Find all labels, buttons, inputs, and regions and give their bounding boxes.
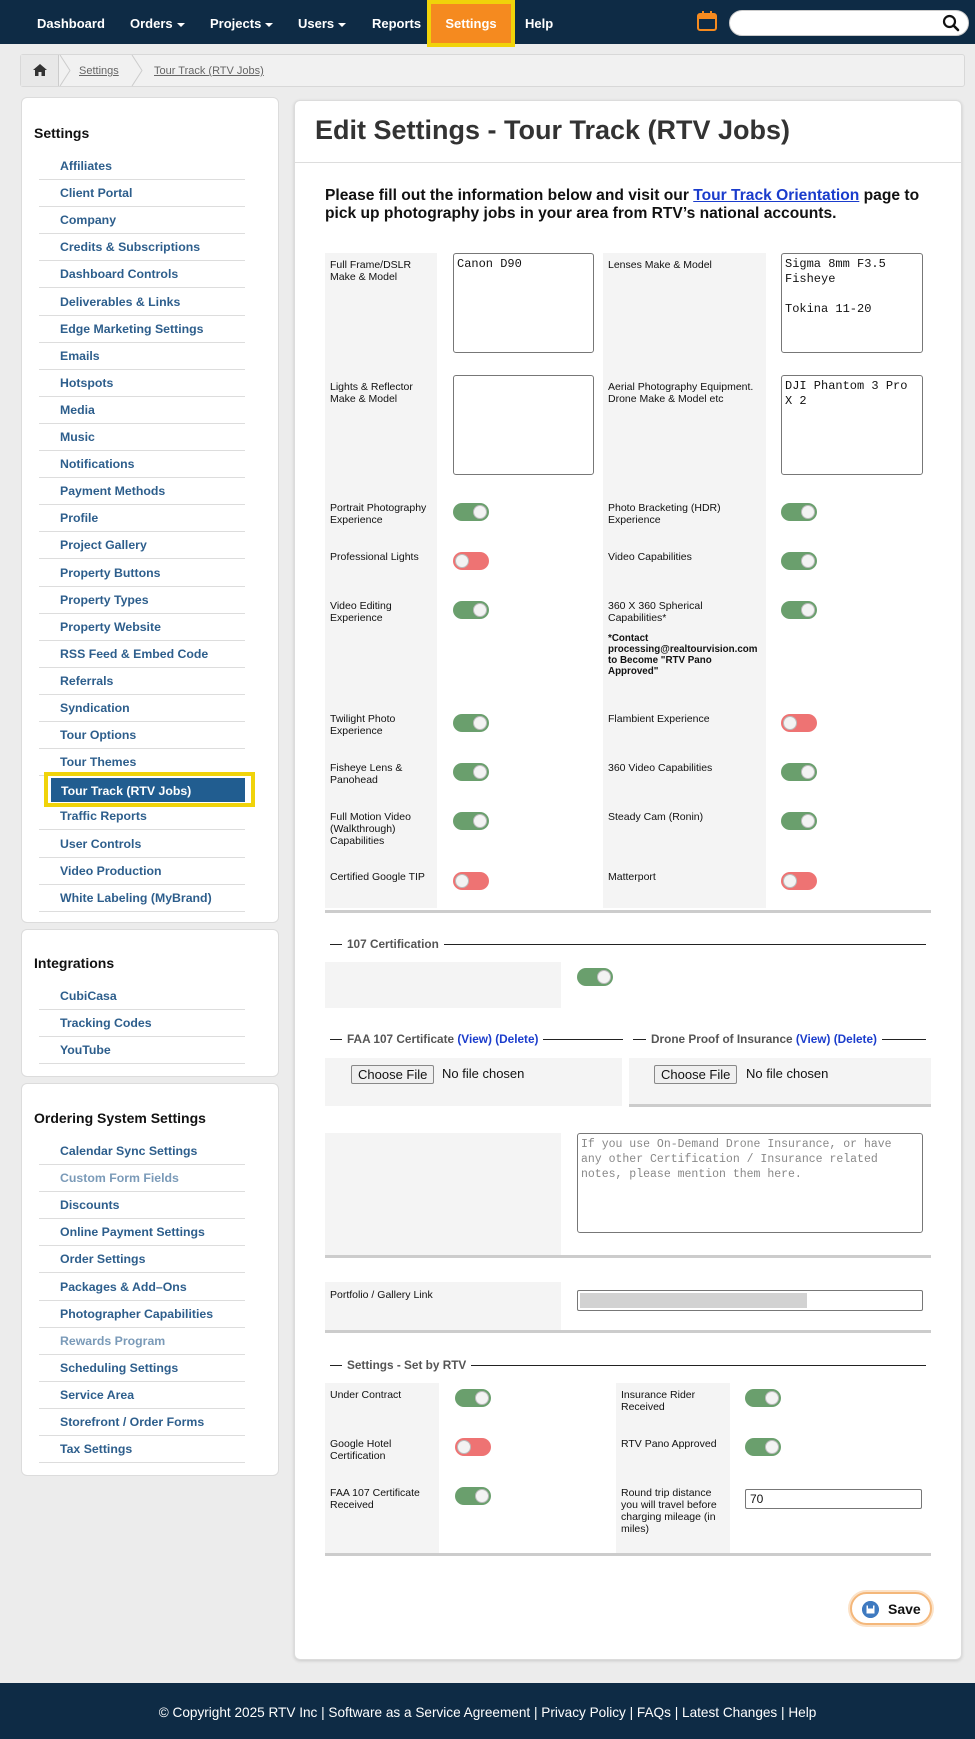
capability-toggle-video-editing-experience[interactable] [453,601,489,619]
sidebar-item-music[interactable]: Music [39,424,245,451]
sidebar-item-tour-track-rtv-jobs[interactable]: Tour Track (RTV Jobs) [51,778,245,802]
under-contract-toggle[interactable] [455,1389,491,1407]
sidebar-item-service-area[interactable]: Service Area [39,1382,245,1409]
faa-delete-link[interactable]: (Delete) [495,1032,539,1046]
capability-label-portrait-photography-experience: Portrait Photography Experience [330,502,427,526]
camera-label: Full Frame/DSLR Make & Model [330,259,412,283]
toggle-knob [801,603,815,617]
faa-view-link[interactable]: (View) [457,1032,492,1046]
sidebar-item-traffic-reports[interactable]: Traffic Reports [39,803,245,830]
sidebar-integrations-title: Integrations [34,955,115,971]
intro-text [325,187,935,223]
sidebar-item-deliverables-links[interactable]: Deliverables & Links [39,289,245,316]
footer [0,1683,975,1739]
capability-label-flambient-experience: Flambient Experience [608,713,710,725]
section-divider [325,1330,931,1333]
nav-orders-label: Orders [130,16,173,31]
faa-received-label: FAA 107 Certificate Received [330,1487,420,1511]
capability-label-matterport: Matterport [608,871,656,883]
intro-text-end: page to pick up photography jobs in your area from RTV’s national accounts. [325,187,920,222]
floppy-disk-icon [862,1601,879,1618]
footer-text[interactable]: © Copyright 2025 RTV Inc | Software as a Service Agreement | Privacy Policy | FAQs | Latest Changes | Help [158,1705,817,1720]
section-divider [325,910,931,913]
label-column-left [325,253,437,908]
sidebar-item-cubicasa[interactable]: CubiCasa [39,983,245,1010]
sidebar-item-online-payment-settings[interactable]: Online Payment Settings [39,1219,245,1246]
nav-projects-label: Projects [210,16,262,31]
search-icon[interactable] [942,14,960,32]
pano-approved-toggle[interactable] [745,1438,781,1456]
capability-toggle-fisheye-lens-panohead[interactable] [453,763,489,781]
capability-toggle-matterport[interactable] [781,872,817,890]
capability-label-360-video-capabilities: 360 Video Capabilities [608,762,713,774]
drone-insurance-legend-text: Drone Proof of Insurance [651,1032,793,1046]
sidebar-item-property-website[interactable]: Property Website [39,614,245,641]
capability-toggle-video-capabilities[interactable] [781,552,817,570]
portfolio-label: Portfolio / Gallery Link [330,1289,433,1301]
round-trip-label: Round trip distance you will travel before charging mileage (in miles) [621,1487,717,1535]
drone-insurance-legend [646,1032,882,1046]
label-column-right [603,253,766,908]
top-navigation-bar [0,0,975,44]
faa-legend [342,1032,543,1046]
toggle-knob [801,505,815,519]
drone-insurance-file-status: No file chosen [746,1066,829,1081]
capability-toggle-360-video-capabilities[interactable] [781,763,817,781]
faa-choose-file-button[interactable]: Choose File [351,1065,434,1084]
sidebar-item-property-buttons[interactable]: Property Buttons [39,560,245,587]
sidebar-item-emails[interactable]: Emails [39,343,245,370]
sidebar-item-project-gallery[interactable]: Project Gallery [39,532,245,559]
capability-toggle-twilight-photo-experience[interactable] [453,714,489,732]
sidebar-item-edge-marketing-settings[interactable]: Edge Marketing Settings [39,316,245,343]
toggle-knob [473,814,487,828]
google-hotel-toggle[interactable] [455,1438,491,1456]
sidebar-settings-title: Settings [34,125,90,141]
sidebar-item-dashboard-controls[interactable]: Dashboard Controls [39,261,245,288]
cert107-toggle[interactable] [577,968,613,986]
calendar-icon[interactable] [696,10,718,32]
toggle-knob [783,874,797,888]
search-input[interactable] [742,15,932,31]
notes-label-cell [325,1133,561,1255]
save-button[interactable] [850,1592,932,1625]
toggle-knob [801,765,815,779]
nav-settings-label: Settings [445,16,497,31]
faa-file-status: No file chosen [442,1066,525,1081]
sidebar-item-user-controls[interactable]: User Controls [39,831,245,858]
home-icon [32,63,48,77]
aerial-textarea[interactable]: DJI Phantom 3 Pro X 2 [781,375,923,475]
nav-dashboard-label: Dashboard [37,16,105,31]
capability-toggle-professional-lights[interactable] [453,552,489,570]
chevron-down-icon [177,23,185,27]
toggle-knob [473,716,487,730]
capability-label-professional-lights: Professional Lights [330,551,419,563]
insurance-rider-toggle[interactable] [745,1389,781,1407]
faa-legend-text: FAA 107 Certificate [347,1032,455,1046]
capability-toggle-photo-bracketing-hdr-experience[interactable] [781,503,817,521]
sidebar-item-storefront-order-forms[interactable]: Storefront / Order Forms [39,1409,245,1436]
sidebar-item-video-production[interactable]: Video Production [39,858,245,885]
breadcrumb-home[interactable] [21,55,59,86]
rtv-label-column-left [325,1383,439,1553]
nav-users[interactable] [298,0,346,44]
capability-label-video-editing-experience: Video Editing Experience [330,600,392,624]
capability-label-steady-cam-ronin: Steady Cam (Ronin) [608,811,704,823]
chevron-down-icon [265,23,273,27]
section-divider [325,1553,931,1556]
nav-help[interactable] [525,0,553,44]
nav-help-label: Help [525,16,554,31]
toggle-knob [783,716,797,730]
sidebar-item-credits-subscriptions[interactable]: Credits & Subscriptions [39,234,245,261]
title-divider [295,162,961,163]
sidebar-item-client-portal[interactable]: Client Portal [39,180,245,207]
nav-users-label: Users [298,16,335,31]
sidebar-item-tax-settings[interactable]: Tax Settings [39,1436,245,1463]
drone-insurance-view-link[interactable]: (View) [795,1032,831,1046]
cert107-legend: 107 Certification [342,937,444,951]
drone-insurance-choose-file-button[interactable]: Choose File [654,1065,737,1084]
sidebar-item-affiliates[interactable]: Affiliates [39,153,245,180]
chevron-down-icon [338,23,346,27]
pano-approved-label: RTV Pano Approved [621,1438,717,1450]
lights-label: Lights & Reflector Make & Model [330,381,413,405]
toggle-knob [801,554,815,568]
spherical-note: *Contact processing@realtourvision.com to Become "RTV Pano Approved" [608,633,758,677]
sidebar-item-property-types[interactable]: Property Types [39,587,245,614]
active-item-highlight [44,772,255,807]
sidebar-item-tour-themes[interactable]: Tour Themes [39,749,245,776]
lenses-textarea[interactable]: Sigma 8mm F3.5 Fisheye Tokina 11-20 [781,253,923,353]
rtv-settings-legend: Settings - Set by RTV [342,1358,471,1372]
section-divider [325,1255,931,1258]
section-divider [629,1104,931,1107]
drone-insurance-delete-link[interactable]: (Delete) [833,1032,877,1046]
sidebar-item-custom-form-fields[interactable]: Custom Form Fields [39,1165,245,1192]
intro-text-start: Please fill out the information below and visit our [325,187,694,204]
capability-toggle-certified-google-tip[interactable] [453,872,489,890]
breadcrumb-separator-icon [131,55,143,86]
capability-toggle-full-motion-video-walkthrough-capabilities[interactable] [453,812,489,830]
toggle-knob [473,603,487,617]
round-trip-input[interactable]: 70 [745,1489,922,1509]
sidebar-item-tour-options[interactable]: Tour Options [39,722,245,749]
lights-textarea[interactable] [453,375,594,475]
sidebar-item-referrals[interactable]: Referrals [39,668,245,695]
capability-label-full-motion-video-walkthrough-capabilities: Full Motion Video (Walkthrough) Capabilities [330,811,411,847]
faa-received-toggle[interactable] [455,1487,491,1505]
sidebar-item-youtube[interactable]: YouTube [39,1037,245,1064]
sidebar-item-profile[interactable]: Profile [39,505,245,532]
sidebar-item-notifications[interactable]: Notifications [39,451,245,478]
cert107-label-cell [325,962,561,1008]
google-hotel-label: Google Hotel Certification [330,1438,392,1462]
sidebar-item-photographer-capabilities[interactable]: Photographer Capabilities [39,1301,245,1328]
nav-projects[interactable] [210,0,273,44]
capability-label-certified-google-tip: Certified Google TIP [330,871,425,883]
breadcrumb-separator-icon [59,55,71,86]
sidebar-item-rewards-program[interactable]: Rewards Program [39,1328,245,1355]
breadcrumb-settings[interactable]: Settings [79,65,119,77]
sidebar-item-scheduling-settings[interactable]: Scheduling Settings [39,1355,245,1382]
sidebar-item-media[interactable]: Media [39,397,245,424]
nav-settings[interactable] [427,0,515,47]
capability-toggle-portrait-photography-experience[interactable] [453,503,489,521]
sidebar-item-order-settings[interactable]: Order Settings [39,1246,245,1273]
capability-label-twilight-photo-experience: Twilight Photo Experience [330,713,396,737]
sidebar-item-tracking-codes[interactable]: Tracking Codes [39,1010,245,1037]
capability-label-video-capabilities: Video Capabilities [608,551,692,563]
sidebar-item-calendar-sync-settings[interactable]: Calendar Sync Settings [39,1138,245,1165]
sidebar-item-rss-feed-embed-code[interactable]: RSS Feed & Embed Code [39,641,245,668]
search-box [729,10,969,36]
sidebar-ordering-title: Ordering System Settings [34,1110,206,1126]
sidebar-item-discounts[interactable]: Discounts [39,1192,245,1219]
sidebar-item-hotspots[interactable]: Hotspots [39,370,245,397]
toggle-knob [455,554,469,568]
lenses-label: Lenses Make & Model [608,259,712,271]
aerial-label: Aerial Photography Equipment. Drone Make & Model etc [608,381,754,405]
sidebar-item-white-labeling-mybrand[interactable]: White Labeling (MyBrand) [39,885,245,912]
capability-label-fisheye-lens-panohead: Fisheye Lens & Panohead [330,762,403,786]
breadcrumb [20,54,965,87]
toggle-knob [801,814,815,828]
breadcrumb-current[interactable]: Tour Track (RTV Jobs) [154,65,264,77]
save-button-label: Save [888,1601,921,1617]
redacted-link-block [580,1293,807,1308]
capability-label-360-x-360-spherical-capabilities: 360 X 360 Spherical Capabilities* [608,600,703,624]
nav-reports-label: Reports [372,16,422,31]
insurance-notes-textarea[interactable]: If you use On-Demand Drone Insurance, or have any other Certification / Insurance related notes, please mention them here. [577,1133,923,1233]
toggle-knob [473,505,487,519]
capability-label-photo-bracketing-hdr-experience: Photo Bracketing (HDR) Experience [608,502,721,526]
nav-reports[interactable] [372,0,421,44]
nav-orders[interactable] [130,0,185,44]
page-title: Edit Settings - Tour Track (RTV Jobs) [315,115,791,145]
sidebar-item-packages-add-ons[interactable]: Packages & Add–Ons [39,1274,245,1301]
under-contract-label: Under Contract [330,1389,402,1401]
sidebar-item-payment-methods[interactable]: Payment Methods [39,478,245,505]
capability-toggle-flambient-experience[interactable] [781,714,817,732]
nav-dashboard[interactable] [37,0,105,44]
sidebar-item-company[interactable]: Company [39,207,245,234]
sidebar-item-syndication[interactable]: Syndication [39,695,245,722]
tour-track-orientation-link[interactable]: Tour Track Orientation [693,187,860,204]
capability-toggle-steady-cam-ronin[interactable] [781,812,817,830]
insurance-rider-label: Insurance Rider Received [621,1389,696,1413]
toggle-knob [473,765,487,779]
toggle-knob [455,874,469,888]
capability-toggle-360-x-360-spherical-capabilities[interactable] [781,601,817,619]
camera-textarea[interactable]: Canon D90 [453,253,594,353]
